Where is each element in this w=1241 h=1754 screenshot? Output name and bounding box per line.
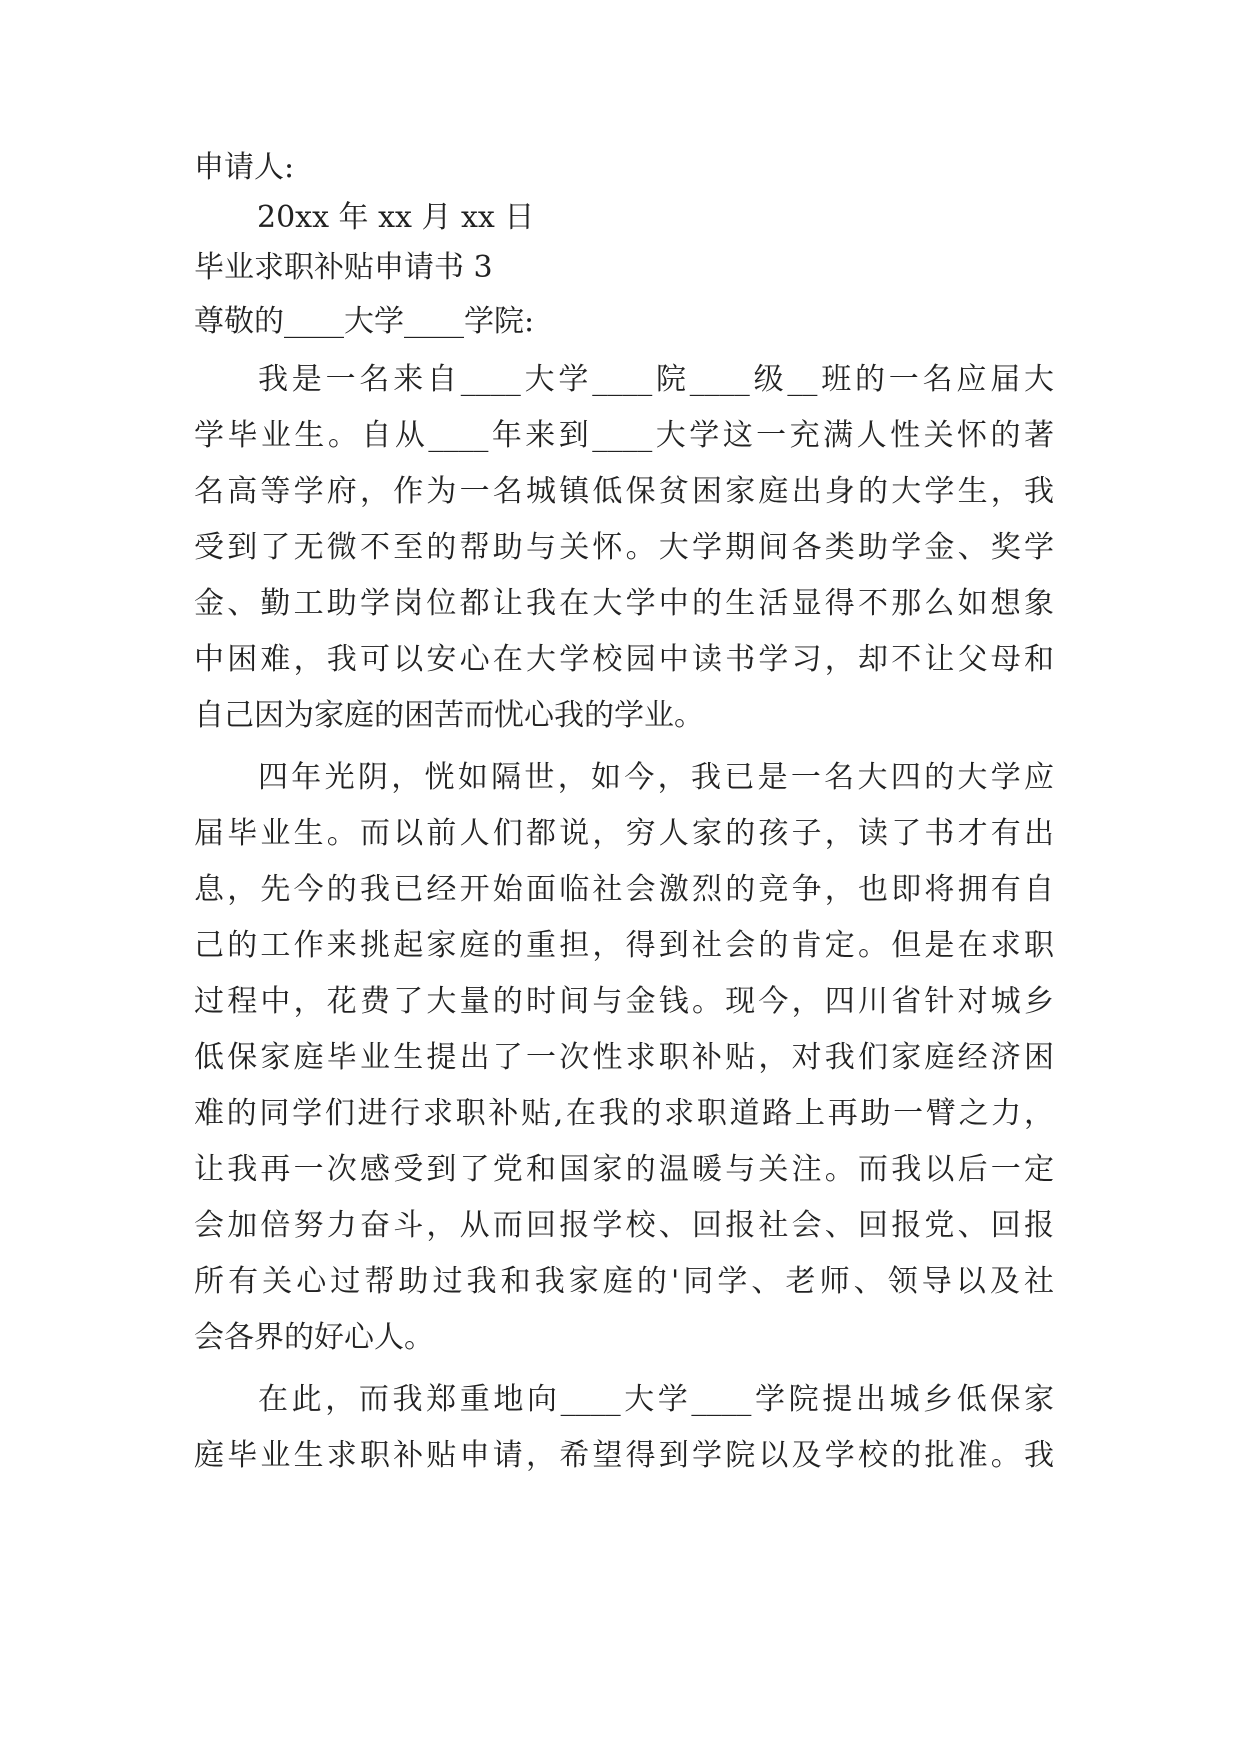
salutation: 尊敬的____大学____学院: (194, 304, 535, 339)
paragraph-1-line: 自己因为家庭的困苦而忧心我的学业。 (194, 698, 704, 733)
paragraph-2-line: 低保家庭毕业生提出了一次性求职补贴，对我们家庭经济困 (194, 1040, 1054, 1075)
paragraph-1-line: 我是一名来自____大学____院____级__班的一名应届大 (258, 362, 1054, 397)
paragraph-2-line: 届毕业生。而以前人们都说，穷人家的孩子，读了书才有出 (194, 816, 1054, 851)
paragraph-2-line: 过程中，花费了大量的时间与金钱。现今，四川省针对城乡 (194, 984, 1054, 1019)
paragraph-2-line: 己的工作来挑起家庭的重担，得到社会的肯定。但是在求职 (194, 928, 1054, 963)
document-heading: 毕业求职补贴申请书 3 (194, 250, 493, 285)
date-line: 20xx 年 xx 月 xx 日 (257, 200, 535, 235)
paragraph-2-line: 让我再一次感受到了党和国家的温暖与关注。而我以后一定 (194, 1152, 1054, 1187)
paragraph-1-line: 中困难，我可以安心在大学校园中读书学习，却不让父母和 (194, 642, 1054, 677)
paragraph-1-line: 受到了无微不至的帮助与关怀。大学期间各类助学金、奖学 (194, 530, 1054, 565)
paragraph-2-line: 难的同学们进行求职补贴,在我的求职道路上再助一臂之力， (194, 1096, 1054, 1131)
paragraph-1-line: 学毕业生。自从____年来到____大学这一充满人性关怀的著 (194, 418, 1054, 453)
paragraph-2-line: 四年光阴，恍如隔世，如今，我已是一名大四的大学应 (258, 760, 1054, 795)
paragraph-2-line: 所有关心过帮助过我和我家庭的'同学、老师、领导以及社 (194, 1264, 1054, 1299)
paragraph-3-line: 庭毕业生求职补贴申请，希望得到学院以及学校的批准。我 (194, 1438, 1054, 1473)
paragraph-2-line: 息，先今的我已经开始面临社会激烈的竞争，也即将拥有自 (194, 872, 1054, 907)
paragraph-1-line: 名高等学府，作为一名城镇低保贫困家庭出身的大学生，我 (194, 474, 1054, 509)
paragraph-3-line: 在此，而我郑重地向____大学____学院提出城乡低保家 (258, 1382, 1054, 1417)
applicant-label: 申请人: (194, 150, 295, 185)
paragraph-2-line: 会加倍努力奋斗，从而回报学校、回报社会、回报党、回报 (194, 1208, 1054, 1243)
paragraph-2-line: 会各界的好心人。 (194, 1320, 434, 1355)
paragraph-1-line: 金、勤工助学岗位都让我在大学中的生活显得不那么如想象 (194, 586, 1054, 621)
